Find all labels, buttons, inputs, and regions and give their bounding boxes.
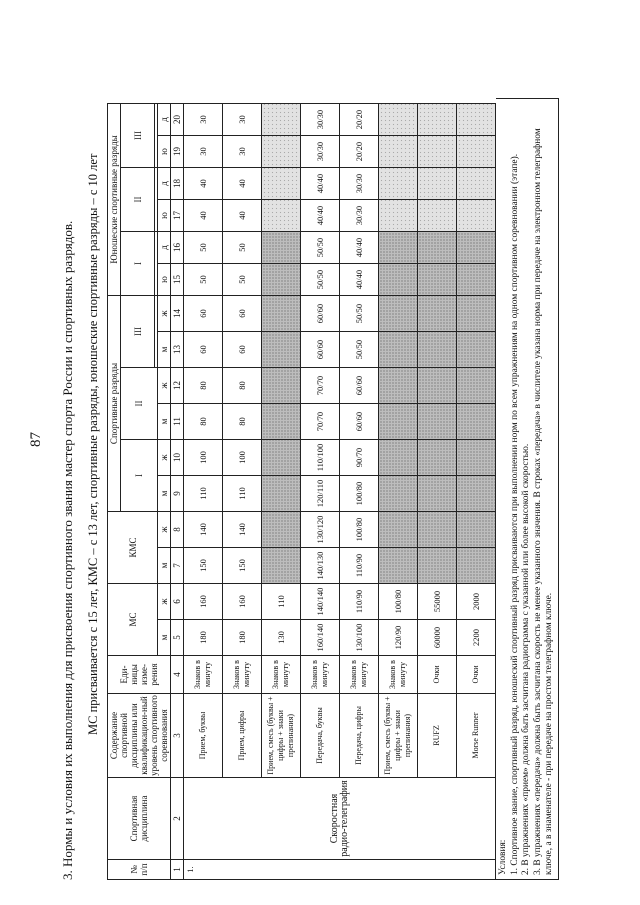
header-sport-rank-1: I [121,440,158,512]
row-unit: Очки [418,656,457,694]
header-gender-zh: ж [158,368,171,404]
value-cell: 60/60 [301,296,340,332]
value-cell [418,404,457,440]
value-cell [418,548,457,584]
discipline-name: Скоростная радио-телеграфия [184,778,496,860]
column-number: 19 [171,136,184,168]
value-cell [457,440,496,476]
value-cell: 40 [223,168,262,200]
row-content: Прием, смесь (буквы + цифры + знаки препинания) [262,694,301,778]
norms-table [107,103,496,880]
value-cell [457,200,496,232]
column-number: 11 [171,404,184,440]
row-content: Прием, буквы [184,694,223,778]
value-cell [457,168,496,200]
row-unit: Знаков в минуту [184,656,223,694]
value-cell: 110 [262,584,301,620]
value-cell: 2200 [457,620,496,656]
table-row [301,104,340,880]
value-cell [262,232,301,264]
value-cell: 110/90 [340,548,379,584]
header-discipline: Спортивная дисциплина [108,778,171,860]
value-cell: 90/70 [340,440,379,476]
column-number: 6 [171,584,184,620]
column-number: 5 [171,620,184,656]
column-number: 20 [171,104,184,136]
value-cell [262,332,301,368]
value-cell: 100/80 [379,584,418,620]
value-cell: 180 [223,620,262,656]
row-content: Передача, цифры [340,694,379,778]
header-youth-ranks: Юношеские спортивные разряды [108,104,121,296]
value-cell [418,104,457,136]
header-gender-zh: ж [158,512,171,548]
header-youth-rank-1: I [121,232,155,296]
value-cell: 40/40 [340,264,379,296]
header-unit: Еди-ницы изме-рения [108,656,171,694]
value-cell: 50 [223,232,262,264]
note-item: 2. В упражнениях «прием» должна быть засчитана радиограмма с указанной или более высокой скоростью. [521,443,531,875]
value-cell [418,232,457,264]
value-cell [379,232,418,264]
header-ms: МС [108,584,158,656]
value-cell [418,332,457,368]
value-cell: 60/60 [340,368,379,404]
row-number: 1. [184,860,496,880]
row-unit: Знаков в минуту [340,656,379,694]
value-cell: 130/120 [301,512,340,548]
row-unit: Знаков в минуту [301,656,340,694]
table-row [379,104,418,880]
row-content: Morse Runner [457,694,496,778]
header-kms: КМС [108,512,158,584]
value-cell: 110 [223,476,262,512]
value-cell: 150 [223,548,262,584]
value-cell: 50/50 [340,296,379,332]
value-cell: 60 [184,332,223,368]
column-number: 15 [171,264,184,296]
value-cell [262,264,301,296]
value-cell: 40/40 [301,168,340,200]
column-numbers-row [171,104,184,880]
value-cell: 80 [184,368,223,404]
column-number: 3 [171,694,184,778]
value-cell: 50 [223,264,262,296]
value-cell: 40 [184,168,223,200]
value-cell [457,368,496,404]
value-cell [262,168,301,200]
value-cell [262,512,301,548]
table-row [262,104,301,880]
header-youth-rank-3: III [121,104,155,168]
value-cell [457,332,496,368]
value-cell [418,440,457,476]
value-cell: 160 [223,584,262,620]
value-cell: 110/100 [301,440,340,476]
value-cell [379,136,418,168]
value-cell [379,512,418,548]
value-cell: 30/30 [301,104,340,136]
value-cell: 30 [223,104,262,136]
value-cell: 180 [184,620,223,656]
column-number: 2 [171,778,184,860]
value-cell: 40 [223,200,262,232]
value-cell [457,548,496,584]
value-cell [457,264,496,296]
value-cell: 60/60 [301,332,340,368]
header-sport-rank-3: III [121,296,155,368]
header-gender-zh: ж [158,296,171,332]
header-sport-rank-2: II [121,368,158,440]
value-cell [379,200,418,232]
value-cell: 140/140 [301,584,340,620]
value-cell [379,440,418,476]
table-row [223,104,262,880]
row-unit: Очки [457,656,496,694]
value-cell: 60/60 [340,404,379,440]
value-cell: 30/30 [340,200,379,232]
value-cell [457,404,496,440]
value-cell [262,296,301,332]
value-cell: 110 [184,476,223,512]
header-gender-d: д [158,232,171,264]
value-cell [262,368,301,404]
value-cell: 40 [184,200,223,232]
value-cell [262,440,301,476]
header-gender-d: д [158,104,171,136]
value-cell [379,548,418,584]
value-cell: 120/90 [379,620,418,656]
row-content: Прием, цифры [223,694,262,778]
header-gender-m: м [158,548,171,584]
rotated-page-content [60,20,620,880]
value-cell: 110/90 [340,584,379,620]
value-cell: 60 [223,296,262,332]
page-number: 87 [28,432,44,447]
conditions-notes [496,98,559,880]
header-gender-m: м [158,620,171,656]
row-content: RUFZ [418,694,457,778]
value-cell: 140/130 [301,548,340,584]
table-row [457,104,496,880]
value-cell [418,476,457,512]
value-cell: 30/30 [301,136,340,168]
value-cell: 2000 [457,584,496,620]
header-gender-yu: ю [158,200,171,232]
value-cell: 100/80 [340,512,379,548]
value-cell [379,104,418,136]
value-cell [379,368,418,404]
value-cell: 100 [184,440,223,476]
header-gender-m: м [158,476,171,512]
header-gender-zh: ж [158,440,171,476]
value-cell: 50/50 [301,264,340,296]
value-cell [418,200,457,232]
header-sport-ranks: Спортивные разряды [108,296,121,512]
value-cell [418,368,457,404]
value-cell [262,548,301,584]
value-cell [418,512,457,548]
row-content: Прием, смесь (буквы + цифры + знаки препинания) [379,694,418,778]
value-cell: 80 [223,368,262,404]
value-cell: 40/40 [301,200,340,232]
header-gender-m: м [158,404,171,440]
value-cell [457,136,496,168]
column-number: 8 [171,512,184,548]
value-cell: 100/80 [340,476,379,512]
column-number: 14 [171,296,184,332]
value-cell [379,168,418,200]
note-item: 1. Спортивное звание, спортивный разряд, юношеский спортивный разряд присваиваются при выполнении норм по всем упражнениям на одном спортивном соревновании (этапе). [509,153,520,875]
value-cell [418,264,457,296]
row-unit: Знаков в минуту [262,656,301,694]
value-cell [262,136,301,168]
value-cell: 130 [262,620,301,656]
column-number: 17 [171,200,184,232]
value-cell [379,476,418,512]
header-gender-m: м [158,332,171,368]
column-number: 18 [171,168,184,200]
value-cell: 140 [184,512,223,548]
value-cell [379,264,418,296]
note-item: 3. В упражнениях «передача» должна быть засчитана скорость не менее указанного значения. В строках «передача» в числителе указана норма при передаче на электронном телеграфном ключе, а в знаменателе - при передаче на простом телеграфном ключе. [532,128,554,875]
value-cell [262,200,301,232]
value-cell [262,476,301,512]
header-num: № п/п [108,860,171,880]
table-row [340,104,379,880]
column-number: 16 [171,232,184,264]
value-cell: 30/30 [340,168,379,200]
value-cell: 80 [184,404,223,440]
column-number: 1 [171,860,184,880]
value-cell: 160 [184,584,223,620]
value-cell: 60 [184,296,223,332]
value-cell: 70/70 [301,404,340,440]
value-cell [418,136,457,168]
header-content: Содержание спортивной дисциплины или квалификацион-ный уровень спортивного соревнования [109,695,169,776]
value-cell [457,296,496,332]
value-cell: 120/110 [301,476,340,512]
value-cell: 55000 [418,584,457,620]
column-number: 7 [171,548,184,584]
age-requirements: МС присваивается с 15 лет, КМС – с 13 лет, спортивные разряды, юношеские спортивные разряды – с 10 лет [86,153,100,735]
value-cell: 30 [223,136,262,168]
column-number: 13 [171,332,184,368]
value-cell: 20/20 [340,104,379,136]
value-cell: 30 [184,104,223,136]
value-cell: 50/50 [340,332,379,368]
value-cell [457,512,496,548]
value-cell [457,476,496,512]
table-row [418,104,457,880]
value-cell: 160/140 [301,620,340,656]
header-gender-yu: ю [158,264,171,296]
row-content: Передача, буквы [301,694,340,778]
value-cell [262,104,301,136]
value-cell: 60000 [418,620,457,656]
value-cell [379,296,418,332]
value-cell [262,404,301,440]
column-number: 10 [171,440,184,476]
value-cell: 50 [184,232,223,264]
value-cell [418,296,457,332]
value-cell [418,168,457,200]
value-cell: 50/50 [301,232,340,264]
value-cell: 30 [184,136,223,168]
column-number: 4 [171,656,184,694]
value-cell [379,404,418,440]
notes-title: Условия: [498,839,508,875]
value-cell: 20/20 [340,136,379,168]
value-cell [379,332,418,368]
column-number: 12 [171,368,184,404]
header-gender-d: д [158,168,171,200]
value-cell: 60 [223,332,262,368]
row-unit: Знаков в минуту [223,656,262,694]
value-cell: 100 [223,440,262,476]
header-gender-zh: ж [158,584,171,620]
value-cell: 150 [184,548,223,584]
table-row [184,104,223,880]
header-youth-rank-2: II [121,168,155,232]
header-gender-yu: ю [158,136,171,168]
value-cell: 50 [184,264,223,296]
column-number: 9 [171,476,184,512]
value-cell: 40/40 [340,232,379,264]
value-cell: 70/70 [301,368,340,404]
value-cell: 130/100 [340,620,379,656]
row-unit: Знаков в минуту [379,656,418,694]
section-heading: 3. Нормы и условия их выполнения для присвоения спортивного звания мастер спорта России и спортивных разрядов. [60,220,75,880]
value-cell: 80 [223,404,262,440]
value-cell [457,104,496,136]
value-cell: 140 [223,512,262,548]
value-cell [457,232,496,264]
